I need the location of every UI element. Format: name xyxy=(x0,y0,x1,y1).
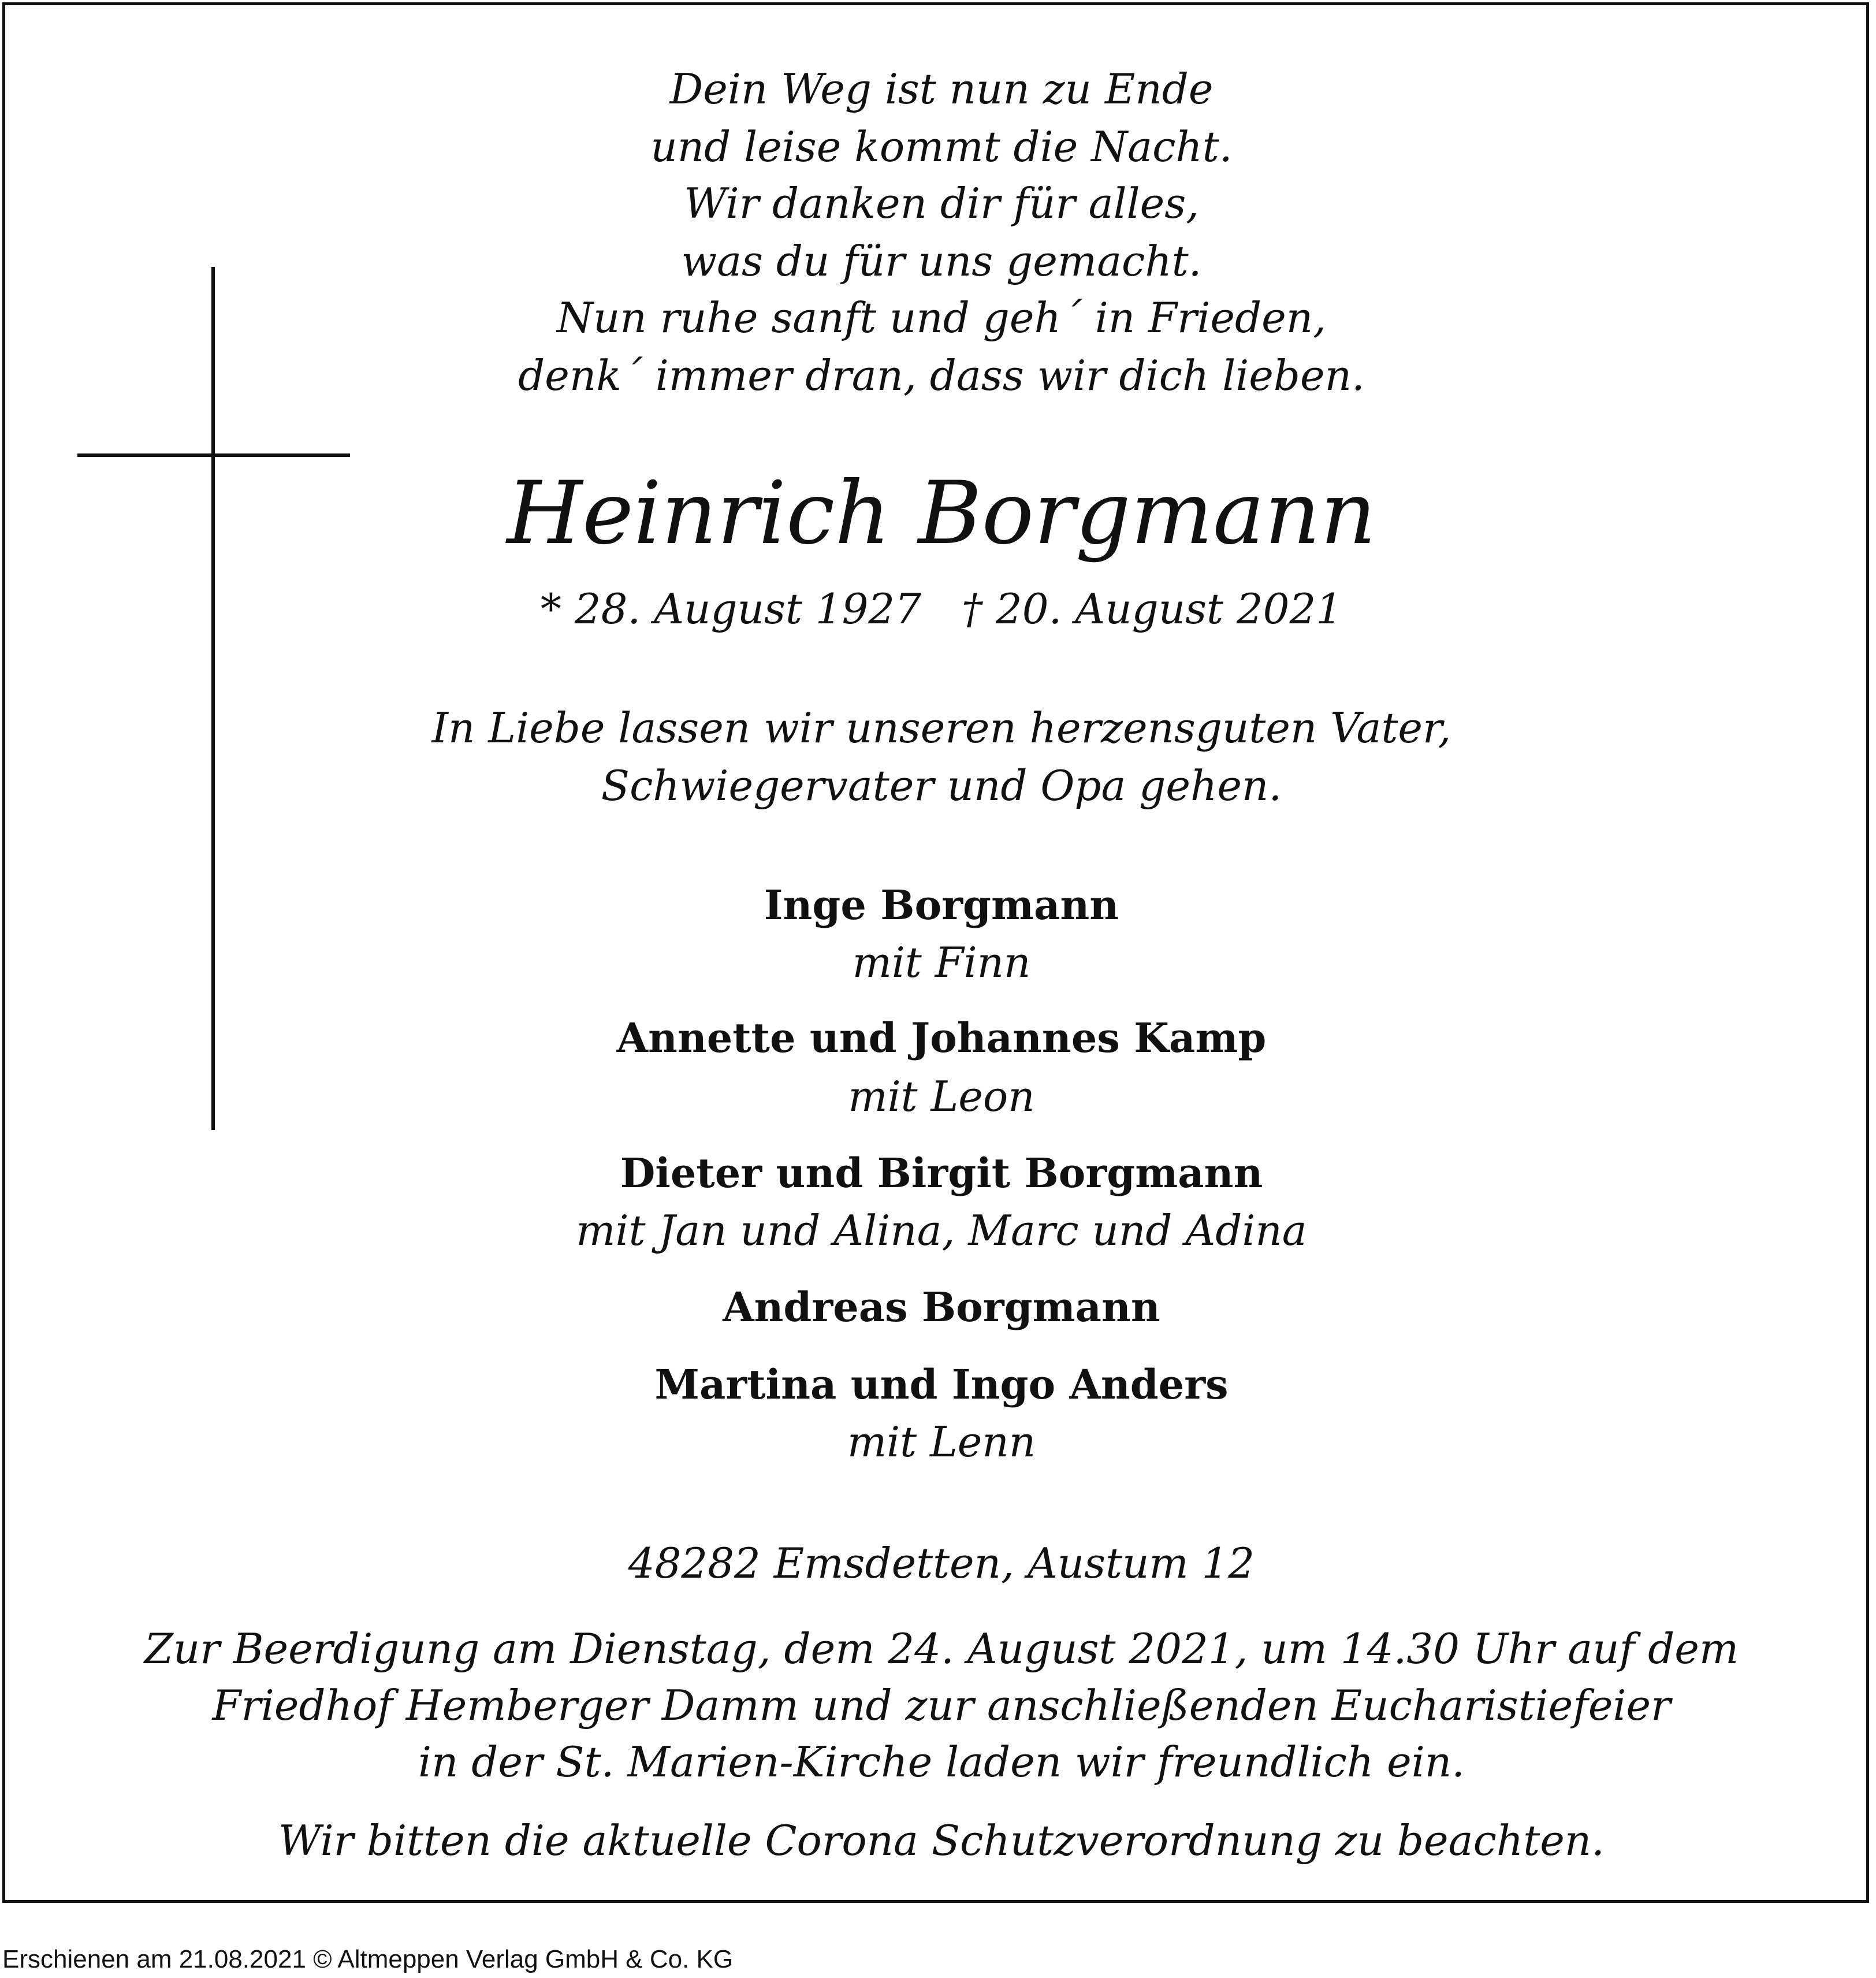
funeral-line: Friedhof Hemberger Damm und zur anschließenden Eucharistiefeier xyxy=(212,1681,1671,1730)
mourner-name: Dieter und Birgit Borgmann xyxy=(620,1149,1263,1197)
mourner-name: Inge Borgmann xyxy=(764,881,1119,929)
farewell-line: Schwiegervater und Opa gehen. xyxy=(601,761,1282,810)
life-dates xyxy=(92,585,1791,633)
poem-line: denk´ immer dran, dass wir dich lieben. xyxy=(518,351,1365,400)
cross-icon xyxy=(211,267,215,1130)
funeral-line: in der St. Marien-Kirche laden wir freundlich ein. xyxy=(418,1738,1465,1786)
mourner-with: mit Finn xyxy=(852,938,1031,987)
cross-icon-beam xyxy=(77,453,350,457)
poem-line: und leise kommt die Nacht. xyxy=(650,122,1233,171)
deceased-name: Heinrich Borgmann xyxy=(507,463,1376,564)
funeral-line: Zur Beerdigung am Dienstag, dem 24. August 2021, um 14.30 Uhr auf dem xyxy=(144,1624,1739,1673)
death-date: † 20. August 2021 xyxy=(962,585,1343,633)
mourner-name: Andreas Borgmann xyxy=(723,1283,1160,1331)
poem-line: was du für uns gemacht. xyxy=(681,237,1202,285)
farewell-line: In Liebe lassen wir unseren herzensguten Vater, xyxy=(431,704,1451,752)
poem-line: Dein Weg ist nun zu Ende xyxy=(669,65,1214,113)
address: 48282 Emsdetten, Austum 12 xyxy=(628,1539,1255,1587)
mourner-name: Annette und Johannes Kamp xyxy=(616,1014,1267,1062)
poem-line: Nun ruhe sanft und geh´ in Frieden, xyxy=(557,293,1326,342)
publication-footer: Erschienen am 21.08.2021 © Altmeppen Verlag GmbH & Co. KG xyxy=(2,1945,734,1973)
corona-notice: Wir bitten die aktuelle Corona Schutzverordnung zu beachten. xyxy=(278,1816,1605,1865)
mourner-with: mit Leon xyxy=(848,1072,1035,1121)
birth-date: * 28. August 1927 xyxy=(540,585,921,633)
mourner-name: Martina und Ingo Anders xyxy=(654,1360,1229,1408)
poem-line: Wir danken dir für alles, xyxy=(683,179,1200,228)
mourner-with: mit Lenn xyxy=(847,1418,1036,1466)
mourner-with: mit Jan und Alina, Marc und Adina xyxy=(576,1206,1307,1255)
